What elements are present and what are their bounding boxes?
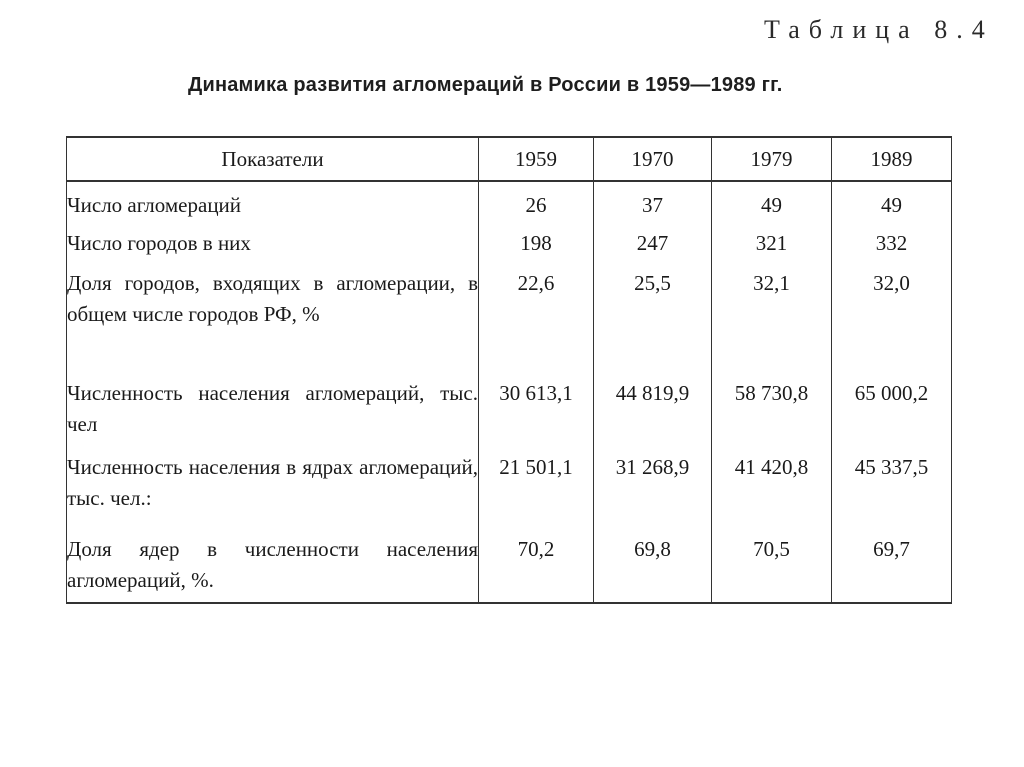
cell-value: 321 [712, 228, 832, 268]
cell-value: 332 [832, 228, 952, 268]
table-number-label [764, 15, 994, 50]
row-label: Доля ядер в численности населения агломераций, %. [67, 534, 479, 603]
cell-value: 37 [594, 181, 712, 228]
row-label: Доля городов, входящих в агломерации, в общем числе городов РФ, % [67, 268, 479, 376]
cell-value: 31 268,9 [594, 450, 712, 534]
table-row [67, 228, 952, 268]
header-year-1959: 1959 [479, 137, 594, 181]
row-label: Число агломераций [67, 181, 479, 228]
row-label: Численность населения в ядрах агломераций, тыс. чел.: [67, 450, 479, 534]
cell-value: 25,5 [594, 268, 712, 376]
table-row [67, 450, 952, 534]
cell-value: 49 [832, 181, 952, 228]
header-year-1979: 1979 [712, 137, 832, 181]
table-row [67, 181, 952, 228]
cell-value: 44 819,9 [594, 376, 712, 450]
header-indicator: Показатели [67, 137, 479, 181]
table-row [67, 376, 952, 450]
cell-value: 69,7 [832, 534, 952, 603]
agglomeration-table [66, 136, 952, 604]
cell-value: 49 [712, 181, 832, 228]
table-row [67, 268, 952, 376]
cell-value: 21 501,1 [479, 450, 594, 534]
row-label: Число городов в них [67, 228, 479, 268]
header-year-1970: 1970 [594, 137, 712, 181]
cell-value: 58 730,8 [712, 376, 832, 450]
cell-value: 70,5 [712, 534, 832, 603]
table-row [67, 534, 952, 603]
table-title: Динамика развития агломераций в России в 1959—1989 гг. [188, 74, 783, 96]
cell-value: 41 420,8 [712, 450, 832, 534]
header-year-1989: 1989 [832, 137, 952, 181]
cell-value: 70,2 [479, 534, 594, 603]
table-number-text: Таблица 8.4 [764, 15, 994, 44]
cell-value: 247 [594, 228, 712, 268]
cell-value: 32,1 [712, 268, 832, 376]
row-label: Численность населения агломераций, тыс. чел [67, 376, 479, 450]
cell-value: 22,6 [479, 268, 594, 376]
cell-value: 198 [479, 228, 594, 268]
header-row [67, 137, 952, 181]
cell-value: 45 337,5 [832, 450, 952, 534]
cell-value: 65 000,2 [832, 376, 952, 450]
cell-value: 32,0 [832, 268, 952, 376]
cell-value: 26 [479, 181, 594, 228]
cell-value: 30 613,1 [479, 376, 594, 450]
cell-value: 69,8 [594, 534, 712, 603]
